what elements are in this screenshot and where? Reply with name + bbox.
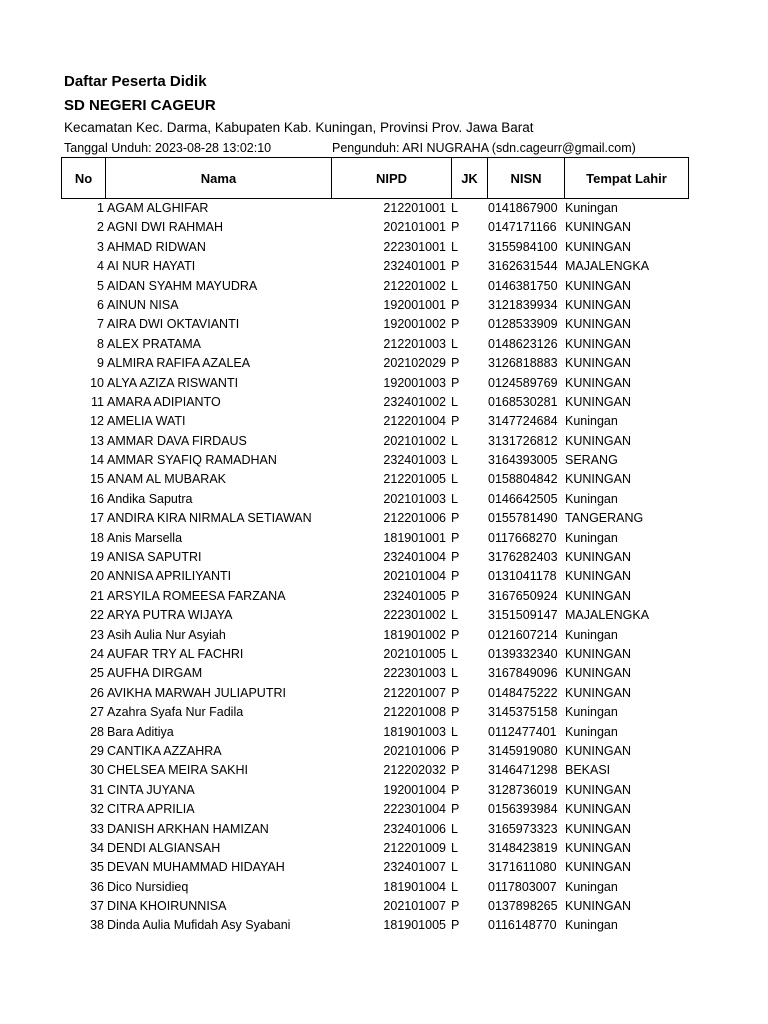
table-row	[0, 296, 768, 315]
student-list	[0, 199, 768, 936]
cell-no: 6	[97, 297, 104, 312]
cell-nama: Anis Marsella	[107, 530, 183, 545]
cell-jk: P	[451, 627, 460, 642]
header-nipd: NIPD	[332, 158, 452, 199]
cell-nama: AIRA DWI OKTAVIANTI	[107, 317, 240, 332]
cell-nisn: 0124589769	[488, 375, 558, 390]
cell-nipd: 212202032	[383, 763, 446, 778]
cell-no: 26	[90, 685, 104, 700]
cell-nama: AIDAN SYAHM MAYUDRA	[107, 278, 258, 293]
cell-nisn: 0147171166	[488, 220, 557, 235]
cell-no: 19	[90, 550, 104, 565]
cell-nipd: 222301003	[383, 666, 446, 681]
cell-nama: ALMIRA RAFIFA AZALEA	[107, 356, 251, 371]
cell-tempat-lahir: SERANG	[565, 453, 618, 468]
cell-tempat-lahir: KUNINGAN	[565, 550, 631, 565]
cell-nama: Azahra Syafa Nur Fadila	[107, 705, 244, 720]
cell-nisn: 3131726812	[488, 433, 558, 448]
cell-tempat-lahir: Kuningan	[565, 879, 618, 894]
cell-tempat-lahir: MAJALENGKA	[565, 259, 650, 274]
cell-tempat-lahir: KUNINGAN	[565, 899, 631, 914]
cell-no: 17	[90, 511, 104, 526]
cell-jk: P	[451, 763, 460, 778]
table-row	[0, 839, 768, 858]
cell-nisn: 3145919080	[488, 743, 558, 758]
table-row	[0, 800, 768, 819]
table-row	[0, 878, 768, 897]
cell-tempat-lahir: Kuningan	[565, 530, 618, 545]
cell-no: 33	[90, 821, 104, 836]
cell-nama: AINUN NISA	[107, 297, 179, 312]
table-row	[0, 470, 768, 489]
cell-nipd: 222301001	[383, 239, 446, 254]
cell-tempat-lahir: KUNINGAN	[565, 666, 631, 681]
cell-jk: L	[451, 821, 458, 836]
download-date: Tanggal Unduh: 2023-08-28 13:02:10	[64, 141, 272, 155]
cell-jk: L	[451, 840, 458, 855]
cell-tempat-lahir: KUNINGAN	[565, 685, 631, 700]
cell-jk: P	[451, 317, 460, 332]
cell-no: 4	[97, 259, 104, 274]
cell-nama: AMMAR DAVA FIRDAUS	[107, 433, 247, 448]
cell-no: 7	[97, 317, 104, 332]
cell-jk: P	[451, 511, 460, 526]
cell-nama: Dico Nursidieq	[107, 879, 189, 894]
cell-nisn: 0168530281	[488, 394, 558, 409]
cell-tempat-lahir: KUNINGAN	[565, 220, 631, 235]
cell-no: 13	[90, 433, 104, 448]
cell-tempat-lahir: KUNINGAN	[565, 569, 631, 584]
table-row	[0, 664, 768, 683]
cell-no: 1	[97, 201, 104, 215]
cell-nipd: 202101007	[383, 899, 446, 914]
table-row	[0, 335, 768, 354]
cell-tempat-lahir: Kuningan	[565, 724, 618, 739]
cell-nisn: 0131041178	[488, 569, 557, 584]
cell-nipd: 212201009	[383, 840, 446, 855]
cell-nama: Dinda Aulia Mufidah Asy Syabani	[107, 918, 291, 933]
school-name: SD NEGERI CAGEUR	[64, 97, 216, 114]
table-row	[0, 626, 768, 645]
cell-jk: L	[451, 453, 458, 468]
table-row	[0, 781, 768, 800]
cell-no: 14	[90, 453, 104, 468]
cell-jk: P	[451, 782, 460, 797]
cell-nipd: 192001004	[383, 782, 446, 797]
cell-nisn: 3146471298	[488, 763, 558, 778]
cell-no: 21	[90, 588, 104, 603]
cell-nama: CINTA JUYANA	[107, 782, 195, 797]
cell-nisn: 3165973323	[488, 821, 558, 836]
cell-nama: Bara Aditiya	[107, 724, 174, 739]
cell-jk: L	[451, 879, 458, 894]
cell-nama: CANTIKA AZZAHRA	[107, 743, 222, 758]
cell-tempat-lahir: Kuningan	[565, 201, 618, 215]
cell-tempat-lahir: Kuningan	[565, 627, 618, 642]
cell-no: 16	[90, 491, 104, 506]
cell-nipd: 202102029	[383, 356, 446, 371]
cell-tempat-lahir: KUNINGAN	[565, 297, 631, 312]
cell-no: 23	[90, 627, 104, 642]
table-row	[0, 238, 768, 257]
table-row	[0, 645, 768, 664]
cell-no: 10	[90, 375, 104, 390]
cell-nisn: 3155984100	[488, 239, 558, 254]
cell-tempat-lahir: KUNINGAN	[565, 317, 631, 332]
cell-nipd: 212201005	[383, 472, 446, 487]
cell-nisn: 0139332340	[488, 646, 558, 661]
cell-nipd: 181901004	[383, 879, 446, 894]
cell-nipd: 212201004	[383, 414, 446, 429]
cell-nisn: 0155781490	[488, 511, 558, 526]
cell-jk: L	[451, 666, 458, 681]
table-row	[0, 858, 768, 877]
cell-nisn: 0112477401	[488, 724, 557, 739]
cell-tempat-lahir: KUNINGAN	[565, 860, 631, 875]
table-row	[0, 703, 768, 722]
cell-nipd: 181901003	[383, 724, 446, 739]
cell-nipd: 212201002	[383, 278, 446, 293]
cell-jk: P	[451, 918, 460, 933]
cell-jk: L	[451, 239, 458, 254]
cell-no: 35	[90, 860, 104, 875]
cell-tempat-lahir: KUNINGAN	[565, 743, 631, 758]
cell-nama: DENDI ALGIANSAH	[107, 840, 221, 855]
cell-no: 29	[90, 743, 104, 758]
cell-jk: L	[451, 336, 458, 351]
cell-nisn: 3147724684	[488, 414, 558, 429]
cell-jk: P	[451, 569, 460, 584]
cell-nisn: 0116148770	[488, 918, 557, 933]
cell-tempat-lahir: MAJALENGKA	[565, 608, 650, 623]
cell-jk: L	[451, 724, 458, 739]
table-row	[0, 548, 768, 567]
table-row	[0, 567, 768, 586]
cell-nisn: 0148475222	[488, 685, 558, 700]
cell-nipd: 212201006	[383, 511, 446, 526]
cell-nama: ARSYILA ROMEESA FARZANA	[107, 588, 286, 603]
cell-nama: ALEX PRATAMA	[107, 336, 202, 351]
cell-tempat-lahir: KUNINGAN	[565, 433, 631, 448]
cell-nama: AHMAD RIDWAN	[107, 239, 206, 254]
cell-no: 12	[90, 414, 104, 429]
cell-nama: AUFHA DIRGAM	[107, 666, 203, 681]
table-row	[0, 432, 768, 451]
cell-jk: P	[451, 588, 460, 603]
cell-no: 20	[90, 569, 104, 584]
cell-nama: AMMAR SYAFIQ RAMADHAN	[107, 453, 277, 468]
cell-nisn: 0121607214	[488, 627, 558, 642]
cell-no: 2	[97, 220, 104, 235]
cell-jk: P	[451, 550, 460, 565]
cell-tempat-lahir: KUNINGAN	[565, 375, 631, 390]
cell-tempat-lahir: KUNINGAN	[565, 278, 631, 293]
cell-jk: P	[451, 705, 460, 720]
cell-tempat-lahir: KUNINGAN	[565, 588, 631, 603]
cell-nipd: 192001001	[383, 297, 446, 312]
header-tempat-lahir: Tempat Lahir	[565, 158, 689, 199]
cell-nisn: 3171611080	[488, 860, 557, 875]
cell-tempat-lahir: KUNINGAN	[565, 394, 631, 409]
cell-no: 31	[90, 782, 104, 797]
table-row	[0, 897, 768, 916]
table-row	[0, 277, 768, 296]
cell-nipd: 212201008	[383, 705, 446, 720]
table-row	[0, 490, 768, 509]
cell-nipd: 212201003	[383, 336, 446, 351]
cell-nisn: 3164393005	[488, 453, 558, 468]
cell-nipd: 192001002	[383, 317, 446, 332]
cell-nisn: 3176282403	[488, 550, 558, 565]
cell-jk: P	[451, 530, 460, 545]
cell-nama: AVIKHA MARWAH JULIAPUTRI	[107, 685, 286, 700]
cell-jk: P	[451, 802, 460, 817]
cell-jk: P	[451, 356, 460, 371]
cell-no: 32	[90, 802, 104, 817]
cell-nipd: 212201001	[383, 201, 446, 215]
table-row	[0, 606, 768, 625]
cell-nama: Andika Saputra	[107, 491, 193, 506]
cell-no: 15	[90, 472, 104, 487]
cell-nisn: 3167650924	[488, 588, 558, 603]
cell-nisn: 0158804842	[488, 472, 558, 487]
cell-nisn: 0128533909	[488, 317, 558, 332]
cell-nama: AMELIA WATI	[107, 414, 186, 429]
cell-no: 25	[90, 666, 104, 681]
cell-nipd: 181901005	[383, 918, 446, 933]
cell-tempat-lahir: KUNINGAN	[565, 356, 631, 371]
table-row	[0, 257, 768, 276]
header-nisn: NISN	[488, 158, 565, 199]
cell-jk: L	[451, 608, 458, 623]
table-row	[0, 374, 768, 393]
school-location: Kecamatan Kec. Darma, Kabupaten Kab. Kuningan, Provinsi Prov. Jawa Barat	[64, 120, 534, 135]
cell-tempat-lahir: TANGERANG	[565, 511, 644, 526]
table-row	[0, 412, 768, 431]
cell-no: 30	[90, 763, 104, 778]
cell-tempat-lahir: KUNINGAN	[565, 239, 631, 254]
cell-nama: CITRA APRILIA	[107, 802, 195, 817]
cell-nama: Asih Aulia Nur Asyiah	[107, 627, 226, 642]
cell-nipd: 232401005	[383, 588, 446, 603]
cell-nipd: 192001003	[383, 375, 446, 390]
cell-tempat-lahir: KUNINGAN	[565, 782, 631, 797]
cell-nama: ARYA PUTRA WIJAYA	[107, 608, 233, 623]
cell-nama: CHELSEA MEIRA SAKHI	[107, 763, 249, 778]
cell-nama: AMARA ADIPIANTO	[107, 394, 221, 409]
cell-nipd: 232401004	[383, 550, 446, 565]
table-row	[0, 587, 768, 606]
cell-jk: L	[451, 201, 458, 215]
cell-nama: ANNISA APRILIYANTI	[107, 569, 232, 584]
cell-nisn: 3126818883	[488, 356, 558, 371]
cell-tempat-lahir: KUNINGAN	[565, 646, 631, 661]
cell-nama: AGAM ALGHIFAR	[107, 201, 209, 215]
cell-nipd: 232401007	[383, 860, 446, 875]
cell-jk: P	[451, 220, 460, 235]
header-no: No	[62, 158, 106, 199]
cell-no: 11	[91, 394, 104, 409]
cell-nisn: 3148423819	[488, 840, 558, 855]
cell-tempat-lahir: KUNINGAN	[565, 821, 631, 836]
cell-no: 38	[90, 918, 104, 933]
table-row	[0, 199, 768, 218]
cell-jk: L	[451, 433, 458, 448]
cell-nisn: 0117668270	[488, 530, 557, 545]
table-row	[0, 742, 768, 761]
cell-nama: AUFAR TRY AL FACHRI	[107, 646, 244, 661]
cell-nipd: 212201007	[383, 685, 446, 700]
cell-tempat-lahir: KUNINGAN	[565, 472, 631, 487]
cell-no: 18	[90, 530, 104, 545]
cell-jk: L	[451, 860, 458, 875]
cell-no: 5	[97, 278, 104, 293]
table-header	[61, 157, 689, 199]
cell-nisn: 3128736019	[488, 782, 558, 797]
cell-nisn: 3162631544	[488, 259, 558, 274]
cell-nama: ANDIRA KIRA NIRMALA SETIAWAN	[107, 511, 312, 526]
cell-tempat-lahir: Kuningan	[565, 705, 618, 720]
cell-nama: DINA KHOIRUNNISA	[107, 899, 227, 914]
table-row	[0, 451, 768, 470]
cell-nisn: 3121839934	[488, 297, 558, 312]
cell-nipd: 232401002	[383, 394, 446, 409]
table-row	[0, 820, 768, 839]
cell-no: 8	[97, 336, 104, 351]
cell-jk: L	[451, 472, 458, 487]
table-row	[0, 529, 768, 548]
cell-nama: AI NUR HAYATI	[107, 259, 196, 274]
cell-nipd: 202101004	[383, 569, 446, 584]
table-row	[0, 218, 768, 237]
cell-nama: ALYA AZIZA RISWANTI	[107, 375, 239, 390]
table-row	[0, 761, 768, 780]
cell-no: 28	[90, 724, 104, 739]
cell-jk: L	[451, 491, 458, 506]
header-nama: Nama	[106, 158, 332, 199]
table-row	[0, 723, 768, 742]
cell-nisn: 0117803007	[488, 879, 557, 894]
downloader-info: Pengunduh: ARI NUGRAHA (sdn.cageurr@gmail.com)	[332, 141, 636, 155]
cell-jk: P	[451, 297, 460, 312]
cell-no: 22	[90, 608, 104, 623]
cell-nipd: 232401003	[383, 453, 446, 468]
table-row	[0, 684, 768, 703]
cell-nisn: 0148623126	[488, 336, 558, 351]
document-title: Daftar Peserta Didik	[64, 73, 207, 90]
cell-nama: AGNI DWI RAHMAH	[107, 220, 223, 235]
cell-nipd: 202101003	[383, 491, 446, 506]
cell-nama: ANAM AL MUBARAK	[107, 472, 227, 487]
cell-jk: P	[451, 375, 460, 390]
cell-nama: ANISA SAPUTRI	[107, 550, 202, 565]
cell-tempat-lahir: BEKASI	[565, 763, 611, 778]
cell-nisn: 3167849096	[488, 666, 558, 681]
cell-tempat-lahir: Kuningan	[565, 491, 618, 506]
cell-jk: P	[451, 899, 460, 914]
cell-tempat-lahir: KUNINGAN	[565, 802, 631, 817]
cell-nipd: 222301004	[383, 802, 446, 817]
table-row	[0, 315, 768, 334]
cell-nisn: 0146381750	[488, 278, 558, 293]
cell-no: 36	[90, 879, 104, 894]
cell-nisn: 3151509147	[488, 608, 558, 623]
cell-tempat-lahir: KUNINGAN	[565, 840, 631, 855]
cell-no: 3	[97, 239, 104, 254]
cell-tempat-lahir: Kuningan	[565, 414, 618, 429]
cell-nama: DANISH ARKHAN HAMIZAN	[107, 821, 269, 836]
cell-nipd: 202101002	[383, 433, 446, 448]
cell-no: 34	[90, 840, 104, 855]
cell-nisn: 0137898265	[488, 899, 558, 914]
cell-nipd: 232401006	[383, 821, 446, 836]
cell-tempat-lahir: KUNINGAN	[565, 336, 631, 351]
cell-jk: P	[451, 414, 460, 429]
cell-jk: P	[451, 259, 460, 274]
cell-jk: L	[451, 646, 458, 661]
cell-tempat-lahir: Kuningan	[565, 918, 618, 933]
cell-no: 37	[90, 899, 104, 914]
cell-nipd: 232401001	[383, 259, 446, 274]
cell-nisn: 0156393984	[488, 802, 558, 817]
cell-jk: L	[451, 394, 458, 409]
cell-jk: P	[451, 685, 460, 700]
table-row	[0, 393, 768, 412]
table-row	[0, 509, 768, 528]
cell-no: 24	[90, 646, 104, 661]
table-row	[0, 354, 768, 373]
header-jk: JK	[452, 158, 488, 199]
cell-nipd: 202101006	[383, 743, 446, 758]
cell-nisn: 0146642505	[488, 491, 558, 506]
table-row	[0, 916, 768, 935]
cell-nipd: 181901002	[383, 627, 446, 642]
cell-no: 9	[97, 356, 104, 371]
cell-nisn: 3145375158	[488, 705, 558, 720]
cell-jk: P	[451, 743, 460, 758]
cell-nipd: 202101001	[383, 220, 446, 235]
cell-jk: L	[451, 278, 458, 293]
cell-nipd: 222301002	[383, 608, 446, 623]
cell-nama: DEVAN MUHAMMAD HIDAYAH	[107, 860, 285, 875]
cell-nipd: 202101005	[383, 646, 446, 661]
cell-nipd: 181901001	[383, 530, 446, 545]
cell-no: 27	[90, 705, 104, 720]
cell-nisn: 0141867900	[488, 201, 558, 215]
